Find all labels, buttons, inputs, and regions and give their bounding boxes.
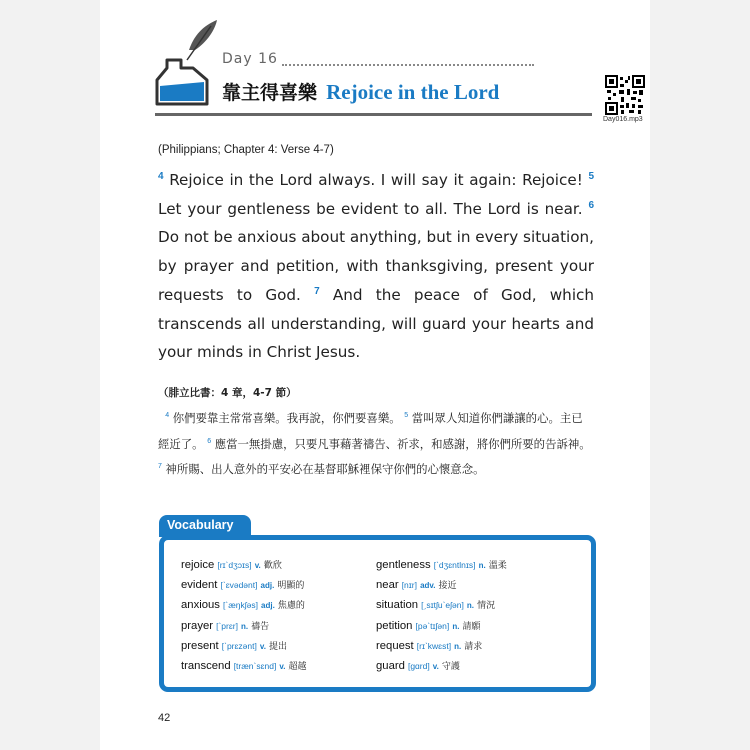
verse-text: Do not be anxious about anything, but in every situation, by prayer and petition, with thanksgiving, present your requests to God. — [158, 228, 594, 304]
vocab-meaning: 接近 — [438, 581, 457, 591]
vocab-meaning: 請求 — [464, 642, 483, 652]
lesson-title — [222, 78, 499, 105]
vocab-pronunciation: [pəˋtɪʃən] — [415, 621, 450, 631]
vocab-pronunciation: [ˋdʒɛntlnɪs] — [433, 560, 476, 570]
vocab-meaning: 守護 — [441, 662, 460, 672]
vocab-entry — [181, 659, 307, 672]
verse-number: 7 — [314, 285, 320, 297]
vocab-entry — [376, 558, 507, 571]
vocab-meaning: 超越 — [288, 662, 307, 672]
verse-number: 5 — [404, 412, 409, 420]
verse-number: 5 — [588, 170, 594, 182]
vocab-pronunciation: [ˋæŋkʃəs] — [223, 600, 258, 610]
vocab-part-of-speech: v. — [279, 662, 286, 671]
vocab-meaning: 請願 — [462, 622, 481, 632]
vocab-word: transcend — [181, 660, 231, 672]
vocab-pronunciation: [nɪr] — [401, 580, 417, 590]
vocab-meaning: 明顯的 — [277, 581, 305, 591]
vocab-word: guard — [376, 660, 405, 672]
vocabulary-title: Vocabulary — [167, 518, 234, 532]
vocabulary-box — [159, 535, 596, 692]
vocab-word: gentleness — [376, 559, 431, 571]
audio-file-label: Day016.mp3 — [603, 116, 643, 123]
vocab-part-of-speech: n. — [452, 622, 460, 631]
verse-text-zh: 你們要靠主常常喜樂。我再說，你們要喜樂。 — [172, 411, 401, 425]
vocab-word: evident — [181, 579, 218, 591]
vocab-entry — [376, 578, 457, 591]
english-passage — [158, 166, 594, 367]
vocab-meaning: 提出 — [269, 642, 288, 652]
vocab-word: anxious — [181, 599, 220, 611]
vocab-pronunciation: [ˋɛvədənt] — [220, 580, 258, 590]
day-label: Day 16 — [222, 51, 278, 67]
vocab-entry — [376, 598, 495, 611]
vocab-part-of-speech: n. — [241, 622, 249, 631]
verse-text: Rejoice in the Lord always. I will say it again: Rejoice! — [169, 171, 583, 189]
vocab-part-of-speech: n. — [478, 561, 486, 570]
vocab-word: request — [376, 640, 414, 652]
vocab-part-of-speech: n. — [466, 601, 475, 610]
vocab-pronunciation: [trænˋsɛnd] — [233, 661, 277, 671]
vocab-meaning: 焦慮的 — [277, 601, 305, 611]
verse-text-zh: 神所賜、出人意外的平安必在基督耶穌裡保守你們的心懷意念。 — [165, 462, 485, 476]
vocab-meaning: 歡欣 — [263, 561, 282, 571]
vocab-pronunciation: [rɪˋkwɛst] — [416, 641, 452, 651]
vocab-entry — [376, 639, 482, 652]
vocab-part-of-speech: v. — [259, 642, 266, 651]
vocab-entry — [181, 639, 287, 652]
verse-number: 6 — [588, 199, 595, 211]
verse-text-zh: 當叫眾人知道你們謙讓的心。主已經近了。 — [158, 411, 583, 451]
vocab-word: rejoice — [181, 559, 215, 571]
vocab-meaning: 情況 — [477, 601, 496, 611]
vocab-entry — [181, 578, 304, 591]
verse-number: 4 — [158, 170, 164, 182]
vocab-word: prayer — [181, 620, 214, 632]
verse-number: 4 — [165, 412, 170, 420]
vocab-meaning: 溫柔 — [488, 561, 507, 571]
vocab-pronunciation: [ˋprɛzənt] — [221, 641, 257, 651]
inkwell-quill-icon — [155, 20, 219, 110]
vocab-part-of-speech: adj. — [261, 601, 275, 610]
vocab-entry — [181, 598, 305, 611]
vocab-entry — [181, 619, 269, 632]
vocabulary-tab — [159, 515, 251, 537]
vocab-word: present — [181, 640, 219, 652]
vocab-entry — [181, 558, 282, 571]
vocab-word: near — [376, 579, 399, 591]
vocab-part-of-speech: adj. — [260, 581, 275, 590]
vocab-word: petition — [376, 620, 413, 632]
verse-text-zh: 應當一無掛慮，只要凡事藉著禱告、祈求，和感謝，將你們所要的告訴神。 — [214, 436, 591, 451]
vocab-pronunciation: [gɑrd] — [407, 661, 430, 671]
vocab-part-of-speech: adv. — [420, 581, 436, 590]
book-page — [100, 0, 650, 750]
scripture-reference: (Philippians; Chapter 4: Verse 4-7) — [158, 144, 334, 156]
vocab-part-of-speech: v. — [254, 561, 261, 570]
dotted-divider — [282, 64, 534, 66]
vocab-part-of-speech: v. — [432, 662, 439, 671]
header-rule — [155, 113, 592, 116]
verse-number: 7 — [158, 463, 162, 471]
vocab-pronunciation: [rɪˋdʒɔɪs] — [217, 560, 252, 570]
page-number: 42 — [158, 712, 171, 724]
vocab-part-of-speech: n. — [454, 642, 462, 651]
title-chinese: 靠主得喜樂 — [222, 82, 318, 104]
verse-text: And the peace of God, which transcends all understanding, will guard your hearts and your minds in Christ Jesus. — [158, 285, 595, 362]
vocab-meaning: 禱告 — [251, 622, 270, 632]
title-english: Rejoice in the Lord — [326, 80, 500, 104]
vocab-pronunciation: [ˋprɛr] — [216, 621, 238, 631]
vocab-entry — [376, 659, 460, 672]
vocab-pronunciation: [ˏsɪtʃuˋeʃən] — [421, 600, 464, 610]
lesson-header — [155, 20, 643, 123]
verse-text: Let your gentleness be evident to all. The Lord is near. — [158, 199, 583, 218]
vocab-entry — [376, 619, 481, 632]
verse-number: 6 — [207, 437, 212, 445]
chinese-reference: （腓立比書：4 章，4-7 節） — [158, 387, 297, 399]
chinese-passage — [158, 406, 594, 483]
qr-code-icon[interactable] — [605, 75, 645, 115]
vocab-word: situation — [376, 599, 419, 611]
